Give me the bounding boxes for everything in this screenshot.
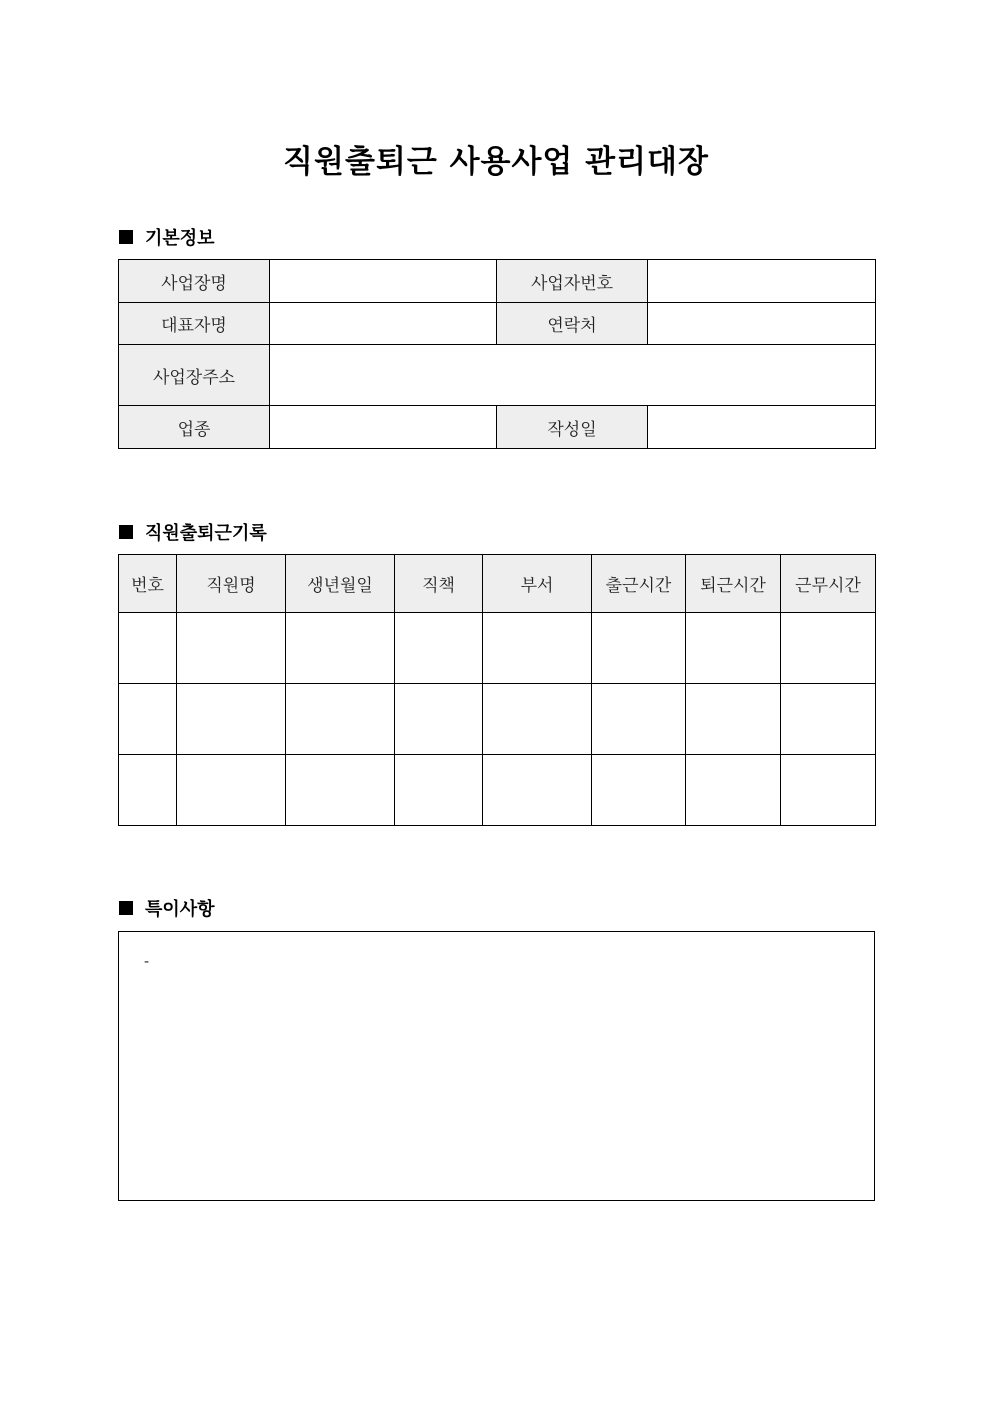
cell-department[interactable] [483,755,592,826]
contact-field[interactable] [648,303,876,345]
notes-content: - [144,954,150,970]
column-header-clock-out: 퇴근시간 [686,555,781,613]
column-header-number: 번호 [119,555,177,613]
table-row [119,406,876,449]
date-written-field[interactable] [648,406,876,449]
cell-clock-in[interactable] [592,755,686,826]
header-row [119,555,876,613]
cell-birthdate[interactable] [286,684,395,755]
basic-info-table [118,259,876,449]
business-name-label: 사업장명 [119,260,270,303]
business-address-label: 사업장주소 [119,345,270,406]
column-header-employee-name: 직원명 [177,555,286,613]
square-bullet-icon [119,901,133,915]
cell-position[interactable] [395,613,483,684]
basic-info-heading [119,224,215,250]
attendance-record-heading [119,519,267,545]
cell-number[interactable] [119,684,177,755]
square-bullet-icon [119,525,133,539]
table-row [119,345,876,406]
column-header-clock-in: 출근시간 [592,555,686,613]
business-address-field[interactable] [270,345,876,406]
industry-field[interactable] [270,406,497,449]
column-header-work-hours: 근무시간 [781,555,876,613]
cell-number[interactable] [119,755,177,826]
notes-box[interactable] [118,931,875,1201]
basic-info-heading-label: 기본정보 [145,228,215,249]
cell-work-hours[interactable] [781,613,876,684]
column-header-department: 부서 [483,555,592,613]
notes-heading-label: 특이사항 [145,899,215,920]
cell-number[interactable] [119,613,177,684]
cell-clock-out[interactable] [686,755,781,826]
cell-employee-name[interactable] [177,613,286,684]
attendance-record-table [118,554,876,826]
column-header-position: 직책 [395,555,483,613]
square-bullet-icon [119,230,133,244]
cell-department[interactable] [483,684,592,755]
cell-work-hours[interactable] [781,755,876,826]
notes-heading [119,895,215,921]
cell-employee-name[interactable] [177,755,286,826]
cell-position[interactable] [395,684,483,755]
table-row [119,684,876,755]
table-row [119,755,876,826]
contact-label: 연락처 [497,303,648,345]
cell-position[interactable] [395,755,483,826]
cell-birthdate[interactable] [286,613,395,684]
cell-department[interactable] [483,613,592,684]
business-number-field[interactable] [648,260,876,303]
document-title: 직원출퇴근 사용사업 관리대장 [283,144,709,180]
cell-clock-in[interactable] [592,613,686,684]
attendance-record-heading-label: 직원출퇴근기록 [145,523,267,544]
business-name-field[interactable] [270,260,497,303]
cell-clock-out[interactable] [686,613,781,684]
table-row [119,613,876,684]
representative-name-field[interactable] [270,303,497,345]
cell-clock-in[interactable] [592,684,686,755]
representative-name-label: 대표자명 [119,303,270,345]
business-number-label: 사업자번호 [497,260,648,303]
table-row [119,260,876,303]
cell-clock-out[interactable] [686,684,781,755]
cell-employee-name[interactable] [177,684,286,755]
table-row [119,303,876,345]
cell-work-hours[interactable] [781,684,876,755]
date-written-label: 작성일 [497,406,648,449]
industry-label: 업종 [119,406,270,449]
column-header-birthdate: 생년월일 [286,555,395,613]
cell-birthdate[interactable] [286,755,395,826]
